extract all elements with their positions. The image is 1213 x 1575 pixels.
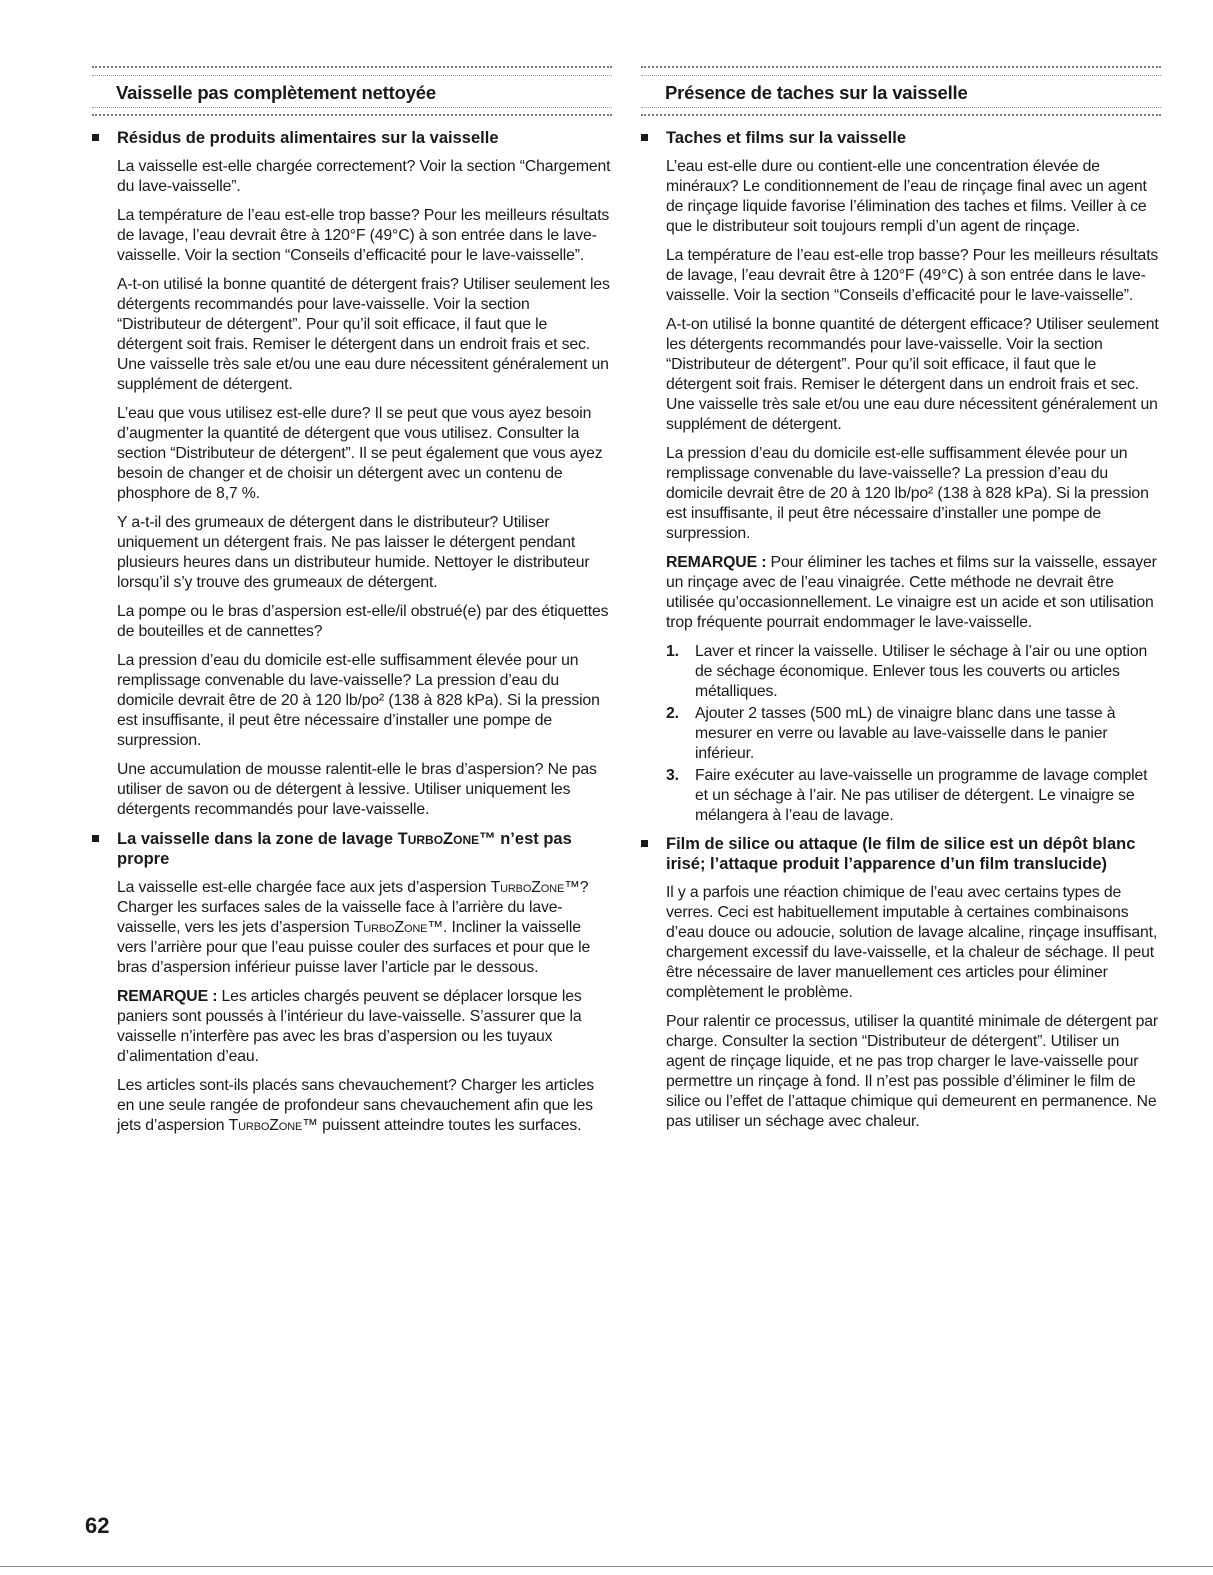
left-column [92,66,612,1145]
bullet-heading-text: Résidus de produits alimentaires sur la vaisselle [117,129,499,147]
paragraph-text: . Incliner la vaisselle vers l’arrière pour que l’eau puisse couler des surfaces et pour que le bras d’aspersion inférieur puisse laver l’article par le dessous. [117,919,591,976]
step-number: 3. [666,767,679,784]
section-rule-top [641,66,1161,76]
paragraph: La température de l’eau est-elle trop basse? Pour les meilleurs résultats de lavage, l’eau devrait être à 120°F (49°C) à son entrée dans le lave-vaisselle. Voir la section “Conseils d’efficacité pour le lave-vaisselle”. [666,247,1159,304]
bullet-square-icon [92,835,99,842]
paragraph [117,1076,612,1136]
bullet-heading-text-b: n’est pas propre [117,830,572,868]
bullet-square-icon [641,134,648,141]
section-title: Vaisselle pas complètement nettoyée [116,82,436,103]
paragraph: Pour ralentir ce processus, utiliser la quantité minimale de détergent par charge. Consulter la section “Distributeur de détergent”. Utiliser un agent de rinçage liquide, et ne pas trop charger le lave-vaisselle pour permettre un rinçage à fond. Il n’est pas possible d’éliminer le film de silice ou l’effet de l’attaque chimique qui demeurent en permanence. Ne pas utiliser un séchage avec chaleur. [666,1013,1159,1130]
bullet-heading-text: Taches et films sur la vaisselle [666,129,906,147]
bullet-square-icon [92,134,99,141]
paragraph: La pression d’eau du domicile est-elle suffisamment élevée pour un remplissage convenable du lave-vaisselle? La pression d’eau du domicile devrait être de 20 à 120 lb/po² (138 à 828 kPa). Si la pression est insuffisante, il peut être nécessaire d’installer une pompe de surpression. [666,445,1149,542]
step-number: 2. [666,705,679,722]
paragraph: A-t-on utilisé la bonne quantité de détergent frais? Utiliser seulement les détergents recommandés pour lave-vaisselle. Voir la section “Distributeur de détergent”. Pour qu’il soit efficace, il faut que le détergent soit frais. Remiser le détergent dans un endroit frais et sec. Une vaisselle très sale et/ou une eau dure nécessitent généralement un supplément de détergent. [117,276,610,393]
paragraph: La pompe ou le bras d’aspersion est-elle/il obstrué(e) par des étiquettes de bouteilles et de cannettes? [117,603,609,640]
brand-name: TurboZone™ [228,1117,318,1134]
list-item [666,766,1161,826]
bullet-heading [92,829,612,869]
list-item [666,642,1161,702]
step-number: 1. [666,643,679,660]
paragraph: La température de l’eau est-elle trop basse? Pour les meilleurs résultats de lavage, l’eau devrait être à 120°F (49°C) à son entrée dans le lave-vaisselle. Voir la section “Conseils d’efficacité pour le lave-vaisselle”. [117,207,610,264]
brand-name: TurboZone™ [353,919,443,936]
note-text: Les articles chargés peuvent se déplacer lorsque les paniers sont poussés à l’intérieur du lave-vaisselle. S’assurer que la vaisselle n’interfère pas avec les bras d’aspersion ou les tuyaux d’alimentation d’eau. [117,988,582,1065]
page-number: 62 [85,1513,110,1538]
paragraph-text: ? Charger les surfaces sales de la vaisselle face à l’arrière du lave-vaisselle, vers les jets d’aspersion [117,879,589,936]
paragraph [117,878,612,978]
step-text: Ajouter 2 tasses (500 mL) de vinaigre blanc dans une tasse à mesurer en verre ou lavable au lave-vaisselle dans le panier inférieur. [695,705,1116,762]
steps-list [666,642,1161,826]
brand-name: TurboZone™ [397,830,496,848]
paragraph: La pression d’eau du domicile est-elle suffisamment élevée pour un remplissage convenable du lave-vaisselle? La pression d’eau du domicile devrait être de 20 à 120 lb/po² (138 à 828 kPa). Si la pression est insuffisante, il peut être nécessaire d’installer une pompe de surpression. [117,652,600,749]
section-rule-bottom [641,107,1161,116]
bullet-heading-text-a: La vaisselle dans la zone de lavage [117,830,398,848]
paragraph-text: La vaisselle est-elle chargée face aux jets d’aspersion [117,879,491,896]
bullet-heading-text: Film de silice ou attaque (le film de silice est un dépôt blanc irisé; l’attaque produit l’apparence d’un film translucide) [666,835,1136,873]
note-paragraph [117,987,612,1067]
paragraph: Il y a parfois une réaction chimique de l’eau avec certains types de verres. Ceci est habituellement imputable à certaines combinaisons d’eau douce ou adoucie, solution de lavage alcaline, rinçage insuffisant, chargement excessif du lave-vaisselle, et la chaleur de séchage. Il peut être nécessaire de laver manuellement ces articles pour éliminer complètement le problème. [666,884,1158,1001]
brand-name: TurboZone™ [490,879,580,896]
paragraph-text: puissent atteindre toutes les surfaces. [317,1117,582,1134]
right-column [641,66,1161,1141]
paragraph: Une accumulation de mousse ralentit-elle le bras d’aspersion? Ne pas utiliser de savon ou de détergent à lessive. Utiliser uniquement les détergents recommandés pour lave-vaisselle. [117,761,597,818]
note-label: REMARQUE : [666,554,767,571]
paragraph-text: Les articles sont-ils placés sans chevauchement? Charger les articles en une seule rangée de profondeur sans chevauchement afin que les jets d’aspersion [117,1077,594,1134]
section-rule-top [92,66,612,76]
step-text: Laver et rincer la vaisselle. Utiliser le séchage à l’air ou une option de séchage économique. Enlever tous les couverts ou articles métalliques. [695,643,1148,700]
note-text: Pour éliminer les taches et films sur la vaisselle, essayer un rinçage avec de l’eau vinaigrée. Cette méthode ne devrait être utilisée qu’occasionnellement. Le vinaigre est un acide et son utilisation trop fréquente pourrait endommager le lave-vaisselle. [666,554,1157,631]
list-item [666,704,1161,764]
bullet-heading [92,128,612,148]
section-title: Présence de taches sur la vaisselle [665,82,968,103]
page-bottom-rule [0,1566,1213,1567]
paragraph: L’eau est-elle dure ou contient-elle une concentration élevée de minéraux? Le conditionnement de l’eau de rinçage final avec un agent de rinçage liquide favorise l’élimination des taches et films. Veiller à ce que le distributeur soit toujours rempli d’un agent de rinçage. [666,158,1147,235]
paragraph: A-t-on utilisé la bonne quantité de détergent efficace? Utiliser seulement les détergents recommandés pour lave-vaisselle. Voir la section “Distributeur de détergent”. Pour qu’il soit efficace, il faut que le détergent soit frais. Remiser le détergent dans un endroit frais et sec. Une vaisselle très sale et/ou une eau dure nécessitent généralement un supplément de détergent. [666,316,1159,433]
paragraph: Y a-t-il des grumeaux de détergent dans le distributeur? Utiliser uniquement un détergent frais. Ne pas laisser le détergent pendant plusieurs heures dans un distributeur humide. Nettoyer le distributeur lorsqu’il s’y trouve des grumeaux de détergent. [117,514,590,591]
note-paragraph [666,553,1161,633]
bullet-heading [641,834,1161,874]
bullet-heading [641,128,1161,148]
section-rule-bottom [92,107,612,116]
bullet-square-icon [641,840,648,847]
paragraph: L’eau que vous utilisez est-elle dure? Il se peut que vous ayez besoin d’augmenter la quantité de détergent que vous utilisez. Consulter la section “Distributeur de détergent”. Il se peut également que vous ayez besoin de changer et de choisir un détergent avec un contenu de phosphore de 8,7 %. [117,405,603,502]
note-label: REMARQUE : [117,988,218,1005]
paragraph: La vaisselle est-elle chargée correctement? Voir la section “Chargement du lave-vaisselle”. [117,158,611,195]
step-text: Faire exécuter au lave-vaisselle un programme de lavage complet et un séchage à l’air. Ne pas utiliser de détergent. Le vinaigre se mélangera à l’eau de lavage. [695,767,1148,824]
